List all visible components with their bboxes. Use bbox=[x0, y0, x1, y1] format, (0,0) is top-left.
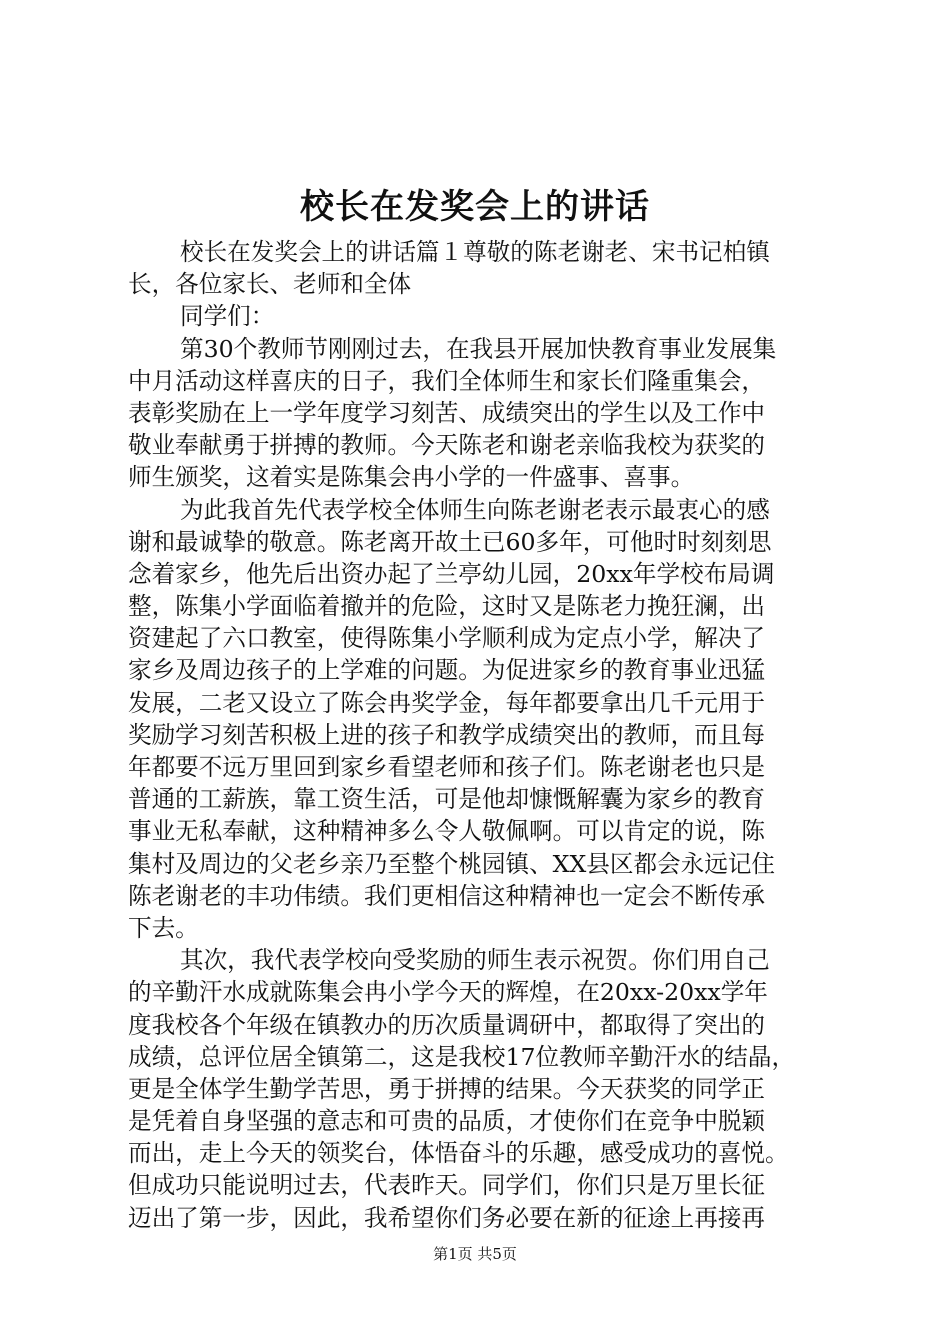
text-line: 的辛勤汗水成就陈集会冉小学今天的辉煌，在20xx-20xx学年 bbox=[128, 978, 768, 1007]
text-line: 事业无私奉献，这种精神多么令人敬佩啊。可以肯定的说，陈 bbox=[128, 817, 766, 846]
text-line: 资建起了六口教室，使得陈集小学顺利成为定点小学，解决了 bbox=[128, 624, 766, 653]
text-line: 长，各位家长、老师和全体 bbox=[128, 270, 412, 299]
text-line: 中月活动这样喜庆的日子，我们全体师生和家长们隆重集会， bbox=[128, 366, 766, 395]
text-line: 但成功只能说明过去，代表昨天。同学们，你们只是万里长征 bbox=[128, 1171, 766, 1200]
text-line: 其次，我代表学校向受奖励的师生表示祝贺。你们用自己 bbox=[180, 946, 770, 975]
text-line: 家乡及周边孩子的上学难的问题。为促进家乡的教育事业迅猛 bbox=[128, 656, 766, 685]
text-line: 奖励学习刻苦积极上进的孩子和教学成绩突出的教师，而且每 bbox=[128, 720, 766, 749]
document-body bbox=[128, 236, 840, 1234]
text-line: 校长在发奖会上的讲话篇１尊敬的陈老谢老、宋书记柏镇 bbox=[180, 238, 770, 266]
text-line: 陈老谢老的丰功伟绩。我们更相信这种精神也一定会不断传承 bbox=[128, 881, 766, 910]
text-line: 年都要不远万里回到家乡看望老师和孩子们。陈老谢老也只是 bbox=[128, 753, 766, 781]
text-line: 发展，二老又设立了陈会冉奖学金，每年都要拿出几千元用于 bbox=[128, 688, 766, 717]
text-line: 第30个教师节刚刚过去，在我县开展加快教育事业发展集 bbox=[180, 334, 777, 363]
document-title: 校长在发奖会上的讲话 bbox=[300, 187, 650, 227]
text-line: 下去。 bbox=[128, 913, 199, 942]
text-line: 师生颁奖，这着实是陈集会冉小学的一件盛事、喜事。 bbox=[128, 463, 695, 492]
text-line: 成绩，总评位居全镇第二，这是我校17位教师辛勤汗水的结晶， bbox=[128, 1042, 796, 1071]
text-line: 普通的工薪族，靠工资生活，可是他却慷慨解囊为家乡的教育 bbox=[128, 785, 766, 814]
page-number-footer: 第1页 共5页 bbox=[433, 1245, 517, 1263]
text-line: 而出，走上今天的领奖台，体悟奋斗的乐趣，感受成功的喜悦。 bbox=[128, 1139, 789, 1168]
text-line: 是凭着自身坚强的意志和可贵的品质，才使你们在竞争中脱颖 bbox=[128, 1107, 766, 1136]
text-line: 敬业奉献勇于拼搏的教师。今天陈老和谢老亲临我校为获奖的 bbox=[128, 431, 766, 460]
text-line: 念着家乡，他先后出资办起了兰亭幼儿园，20xx年学校布局调 bbox=[128, 559, 775, 588]
text-line: 更是全体学生勤学苦思，勇于拼搏的结果。今天获奖的同学正 bbox=[128, 1074, 766, 1103]
text-line: 同学们： bbox=[180, 302, 275, 331]
text-line: 度我校各个年级在镇教办的历次质量调研中，都取得了突出的 bbox=[128, 1010, 766, 1039]
text-line: 迈出了第一步，因此，我希望你们务必要在新的征途上再接再 bbox=[128, 1203, 766, 1232]
text-line: 整，陈集小学面临着撤并的危险，这时又是陈老力挽狂澜，出 bbox=[128, 592, 766, 621]
text-line: 集村及周边的父老乡亲乃至整个桃园镇、XX县区都会永远记住 bbox=[128, 849, 776, 878]
text-line: 谢和最诚挚的敬意。陈老离开故土已60多年，可他时时刻刻思 bbox=[128, 527, 772, 556]
text-line: 为此我首先代表学校全体师生向陈老谢老表示最衷心的感 bbox=[180, 495, 770, 524]
text-line: 表彰奖励在上一学年度学习刻苦、成绩突出的学生以及工作中 bbox=[128, 398, 766, 427]
